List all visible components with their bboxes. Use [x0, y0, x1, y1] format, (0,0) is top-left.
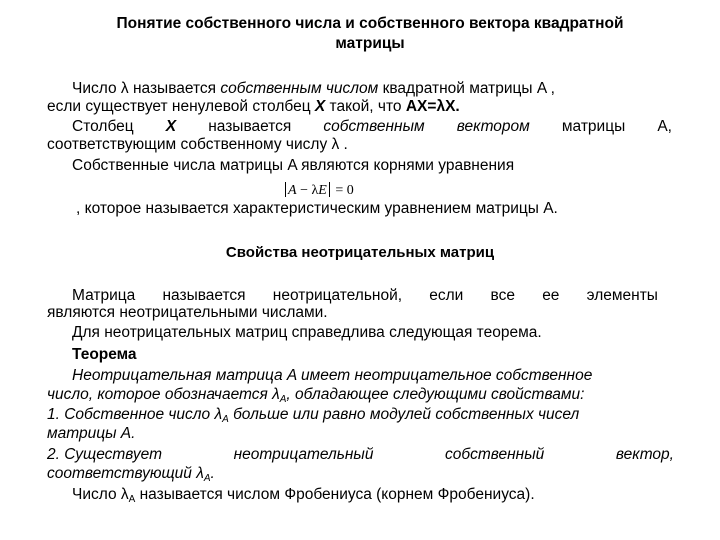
theorem-l5-w4: вектор,: [615, 446, 674, 463]
title-line-2: матрицы: [335, 35, 405, 52]
eigenvector-definition-line-1: [72, 118, 672, 136]
def2-w1: Столбец: [72, 118, 134, 135]
theorem-line-1: Неотрицательная матрица A имеет неотрицательное собственное: [72, 367, 593, 384]
def1-part-a: Число λ называется: [72, 80, 221, 97]
roots-line: Собственные числа матрицы A являются корнями уравнения: [72, 157, 515, 174]
title-line-1: Понятие собственного числа и собственного вектора квадратной: [116, 15, 624, 32]
def1-l2-b: такой, что: [325, 98, 406, 115]
formula-left-bar: [285, 182, 286, 197]
theorem-l6-b: .: [210, 465, 215, 482]
nonneg-w7: элементы: [586, 287, 658, 304]
page-title: [70, 14, 670, 54]
frobenius-b: называется числом Фробениуса (корнем Фробениуса).: [135, 486, 535, 503]
theorem-l2-a: число, которое обозначается λ: [47, 386, 280, 403]
def1-l2-x: X: [314, 98, 326, 115]
nonneg-w6: ее: [542, 287, 560, 304]
theorem-l3-b: больше или равно модулей собственных чисел: [228, 406, 580, 423]
theorem-l3-sub: A: [222, 414, 229, 425]
nonneg-w2: называется: [162, 287, 246, 304]
nonneg-definition-line-2: являются неотрицательными числами.: [47, 304, 328, 321]
def1-text: [72, 80, 555, 98]
def2-w3: называется: [208, 118, 292, 135]
formula-right-bar: [329, 182, 330, 197]
theorem-label: Теорема: [72, 346, 137, 363]
eigenvector-definition-line-2: соответствующим собственному числу λ .: [47, 136, 348, 153]
formula-minus: − λ: [296, 183, 319, 198]
def2-w2: X: [165, 118, 177, 135]
theorem-l5-w2: неотрицательный: [233, 446, 374, 463]
theorem-l6-a: соответствующий λ: [47, 465, 204, 482]
theorem-l2-sub: A: [279, 394, 287, 405]
characteristic-equation-formula: [283, 182, 354, 199]
formula-a: A: [288, 183, 297, 198]
theorem-l6-sub: A: [203, 473, 211, 484]
def1-l2-a: если существует ненулевой столбец: [47, 98, 315, 115]
theorem-l2-b: , обладающее следующими свойствами:: [286, 386, 585, 403]
nonneg-w4: если: [429, 287, 464, 304]
theorem-l5-w1: 2. Существует: [47, 446, 162, 463]
frobenius-line: [72, 486, 535, 509]
def1-term: собственным числом: [220, 80, 379, 97]
section-heading: Свойства неотрицательных матриц: [225, 244, 495, 261]
theorem-line-4: матрицы A.: [47, 425, 136, 442]
theorem-line-5: [47, 446, 674, 464]
theorem-intro: Для неотрицательных матриц справедлива следующая теорема.: [72, 324, 542, 341]
eigenvalue-definition-line-1: [72, 80, 676, 98]
formula-eq: = 0: [331, 183, 354, 198]
theorem-l5-w3: собственный: [445, 446, 545, 463]
nonneg-w1: Матрица: [72, 287, 136, 304]
theorem-l3-a: 1. Собственное число λ: [47, 406, 223, 423]
def1-part-c: квадратной матрицы A ,: [378, 80, 555, 97]
nonneg-w3: неотрицательной,: [272, 287, 403, 304]
frobenius-sub: A: [128, 494, 136, 505]
def2-w7: A,: [657, 118, 672, 135]
def2-w4: собственным: [323, 118, 425, 135]
characteristic-equation-line: , которое называется характеристическим уравнением матрицы A.: [76, 200, 558, 217]
eigenvalue-definition-line-2: [47, 98, 460, 116]
def1-l2-eq: AX=λX.: [405, 98, 460, 115]
theorem-line-6: [47, 465, 215, 488]
def2-w6: матрицы: [561, 118, 626, 135]
frobenius-a: Число λ: [72, 486, 129, 503]
nonneg-w5: все: [490, 287, 515, 304]
formula-e: E: [318, 183, 327, 198]
nonneg-definition-line-1: [72, 287, 658, 305]
def2-w5: вектором: [456, 118, 530, 135]
